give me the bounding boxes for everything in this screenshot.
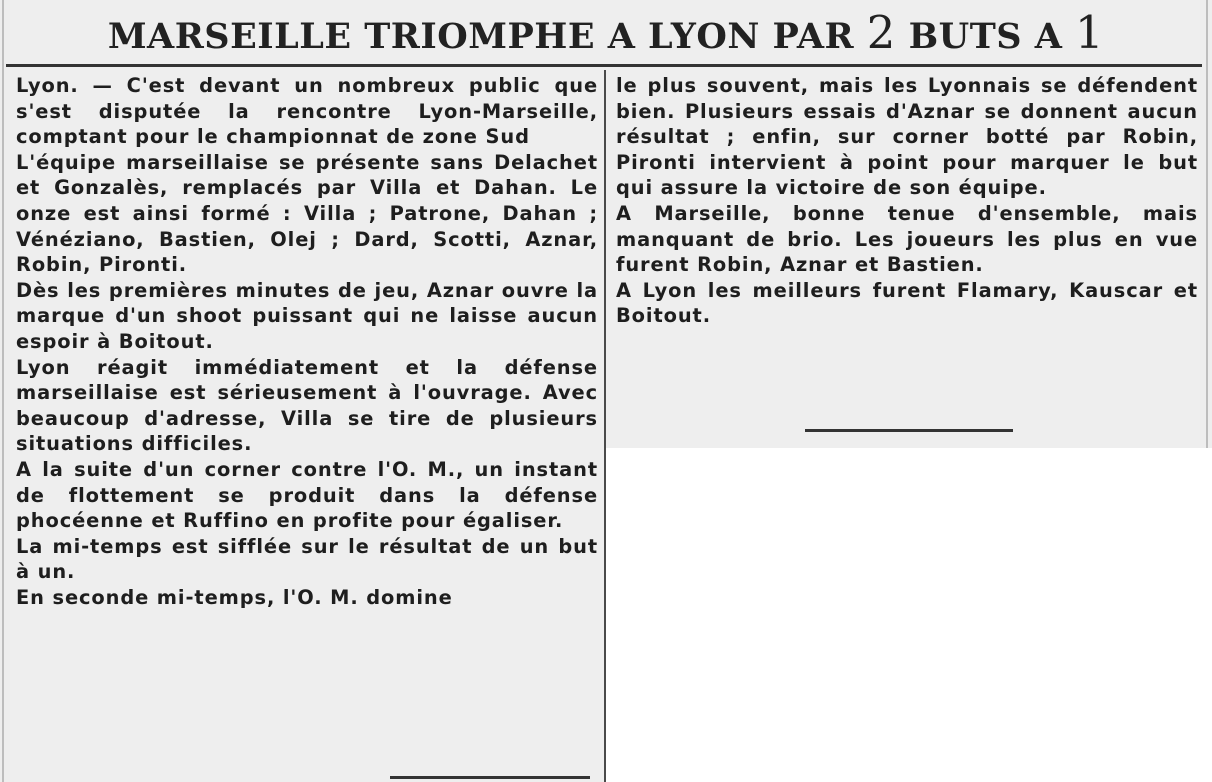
headline-rule — [6, 64, 1202, 67]
headline-score-1: 2 — [866, 6, 896, 59]
headline-text-1: MARSEILLE TRIOMPHE A LYON PAR — [107, 16, 867, 57]
paragraph: L'équipe marseillaise se présente sans Delachet et Gonzalès, remplacés par Villa et Dahan. Le onze est ainsi formé : Villa ; Patrone, Dahan ; Vénéziano, Bastien, Olej ; Dard, Scotti, Aznar, Robin, Pironti. — [16, 150, 598, 277]
column-bottom-rule — [390, 776, 590, 779]
paragraph: Lyon. — C'est devant un nombreux public que s'est disputée la rencontre Lyon-Marseille, comptant pour le championnat de zone Sud — [16, 74, 598, 149]
article-end-rule — [805, 429, 1013, 432]
clipping-edge-right — [1206, 0, 1208, 448]
clipping-edge-left — [2, 0, 4, 782]
headline-text-2: BUTS A — [895, 16, 1076, 57]
paragraph: En seconde mi-temps, l'O. M. domine — [16, 585, 453, 609]
paragraph: La mi-temps est sifflée sur le résultat de un but à un. — [16, 534, 598, 584]
column-left — [16, 73, 598, 610]
paragraph: A Marseille, bonne tenue d'ensemble, mais manquant de brio. Les joueurs les plus en vue furent Robin, Aznar et Bastien. — [616, 201, 1198, 277]
column-divider — [604, 70, 606, 782]
headline-score-2: 1 — [1075, 6, 1105, 59]
paragraph: Dès les premières minutes de jeu, Aznar ouvre la marque d'un shoot puissant qui ne laisse aucun espoir à Boitout. — [16, 278, 598, 353]
paragraph: A Lyon les meilleurs furent Flamary, Kauscar et Boitout. — [616, 278, 1198, 328]
paragraph: Lyon réagit immédiatement et la défense marseillaise est sérieusement à l'ouvrage. Avec beaucoup d'adresse, Villa se tire de plusieurs situations difficiles. — [16, 355, 598, 456]
paragraph: A la suite d'un corner contre l'O. M., un instant de flottement se produit dans la défense phocéenne et Ruffino en profite pour égaliser. — [16, 457, 598, 533]
headline — [0, 6, 1212, 59]
paragraph: le plus souvent, mais les Lyonnais se défendent bien. Plusieurs essais d'Aznar se donnent aucun résultat ; enfin, sur corner botté par Robin, Pironti intervient à point pour marquer le but qui assure la victoire de son équipe. — [616, 74, 1198, 200]
column-right — [616, 73, 1198, 329]
